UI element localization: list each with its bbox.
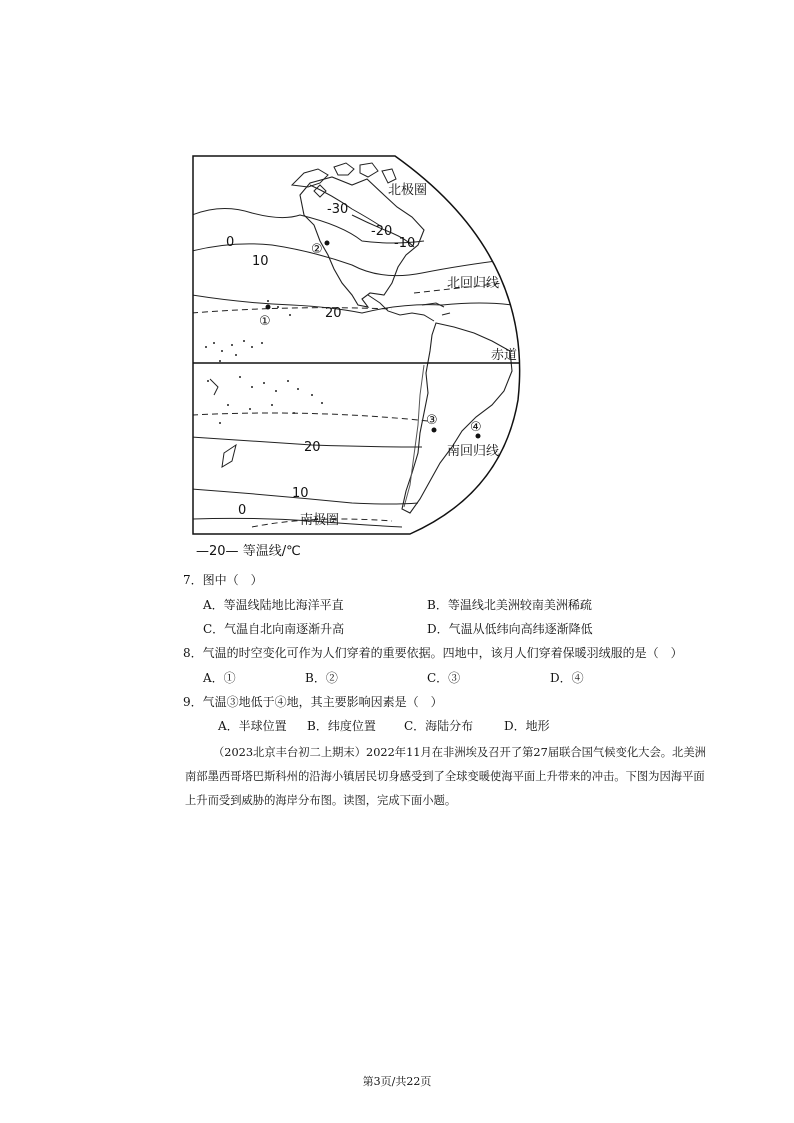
passage-line-3: 上升而受到威胁的海岸分布图。读图，完成下面小题。 [185,794,457,807]
label-arctic-circle: 北极圈 [388,183,428,198]
label-antarctic-circle: 南极圈 [300,513,340,528]
label-isotherm-minus20: -20 [371,224,393,239]
label-point-1: ① [259,314,271,329]
question-9-stem: 9．气温③地低于④地，其主要影响因素是（ ） [183,695,443,709]
label-isotherm-20-north: 20 [325,306,342,321]
label-point-2: ② [311,242,323,257]
legend-isotherm-line: — [196,544,209,559]
passage-line-2: 南部墨西哥塔巴斯科州的沿海小镇居民切身感受到了全球变暖使海平面上升带来的冲击。下图为因海平面 [185,770,705,783]
point-3-dot [432,428,437,433]
label-isotherm-10-south: 10 [292,486,309,501]
label-point-3: ③ [426,413,438,428]
isotherm-map [192,155,532,537]
label-isotherm-0-south: 0 [238,503,247,518]
question-8-option-c: C．③ [427,671,461,685]
point-2-dot [325,241,330,246]
label-isotherm-minus30: -30 [327,202,349,217]
passage-line-1: （2023北京丰台初二上期末）2022年11月在非洲埃及召开了第27届联合国气候变化大会。北美洲 [213,746,706,759]
question-8-option-b: B．② [305,671,338,685]
label-isotherm-10-north: 10 [252,254,269,269]
page-footer: 第3页/共22页 [362,1075,432,1088]
question-7-option-c: C．气温自北向南逐渐升高 [203,622,345,636]
legend-isotherm-line-right: — [225,544,243,559]
label-point-4: ④ [470,420,482,435]
question-7-option-b: B．等温线北美洲较南美洲稀疏 [427,598,592,612]
reading-passage [185,741,706,813]
question-8-option-d: D．④ [550,671,584,685]
label-isotherm-minus10: -10 [394,236,416,251]
label-tropic-south: 南回归线 [447,444,500,459]
legend-isotherm-value: 20 [209,544,226,559]
question-9-option-b: B．纬度位置 [307,719,376,733]
question-7-option-d: D．气温从低纬向高纬逐渐降低 [427,622,593,636]
question-9-option-c: C．海陆分布 [404,719,474,733]
label-equator: 赤道 [491,348,518,363]
label-isotherm-0-north: 0 [226,235,235,250]
question-9-option-a: A．半球位置 [218,719,287,733]
question-8-option-a: A．① [203,671,236,685]
map-legend [196,540,301,559]
question-8-stem: 8．气温的时空变化可作为人们穿着的重要依据。四地中，该月人们穿着保暖羽绒服的是（ ） [183,646,683,660]
question-7-option-a: A．等温线陆地比海洋平直 [203,598,344,612]
label-isotherm-20-south: 20 [304,440,321,455]
question-7-stem: 7．图中（ ） [183,573,263,587]
label-tropic-north: 北回归线 [447,276,500,291]
map-frame [193,156,520,534]
point-1-dot [266,305,271,310]
question-9-option-d: D．地形 [504,719,550,733]
legend-text: 等温线/℃ [242,544,301,559]
